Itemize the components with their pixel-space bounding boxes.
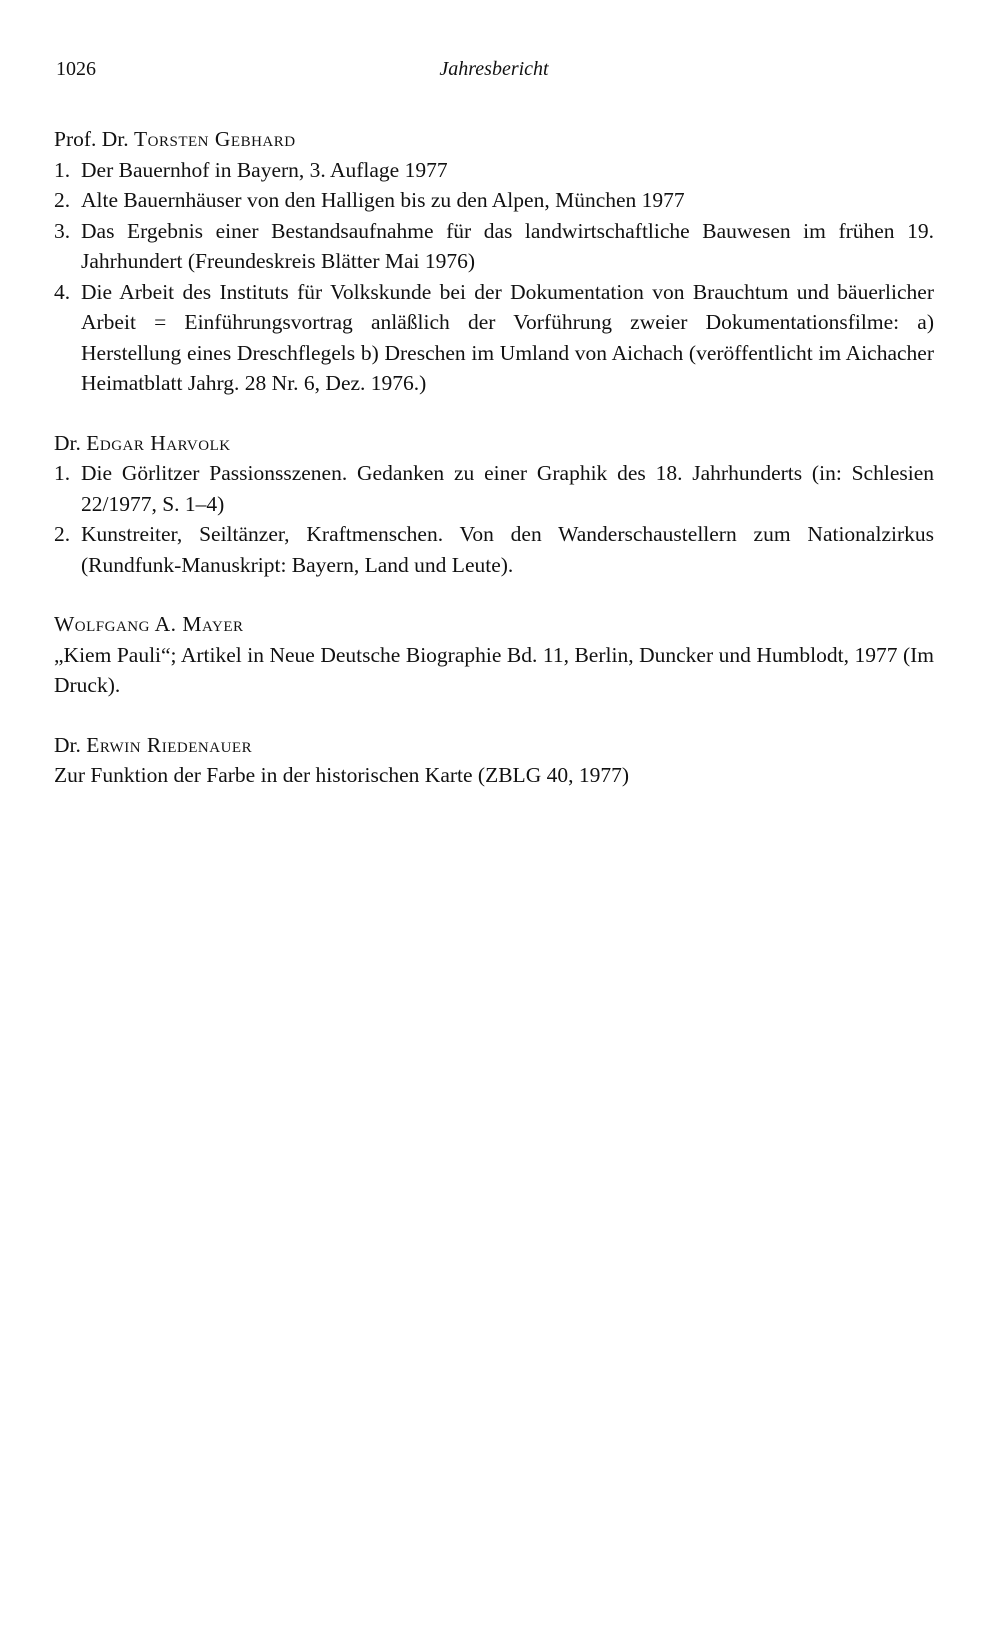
entry-number: 2. [54,522,71,546]
entry-number: 1. [54,461,71,485]
running-header [56,58,932,88]
entry-text: Das Ergebnis einer Bestandsaufnahme für das landwirtschaftliche Bauwesen im frühen 19. Jahrhundert (Freundeskreis Blätter Mai 1976) [81,218,934,273]
publication-entry [54,216,934,277]
author-name: Torsten Gebhard [134,127,296,151]
entry-text: Kunstreiter, Seiltänzer, Kraftmenschen. Von den Wanderschaustellern zum Nationalzirkus (Rundfunk-Manuskript: Bayern, Land und Leute). [81,522,934,577]
author-heading [54,428,934,459]
running-title: Jahresbericht [439,58,549,80]
publication-entry [54,185,934,216]
entry-number: 4. [54,279,71,304]
entry-number: 1. [54,157,71,182]
author-name: Erwin Riedenauer [86,732,253,757]
author-section-mayer [54,609,934,701]
author-prefix: Dr. [54,732,81,757]
entry-text: Die Arbeit des Instituts für Volkskunde bei der Dokumentation von Brauchtum und bäuerlicher Arbeit = Einführungsvortrag anläßlich der Vorführung zweier Dokumentationsfilme: a) Herstellung eines Dreschflegels b) Dreschen im Umland von Aichach (veröffentlicht im Aichacher Heimatblatt Jahrg. 28 Nr. 6, Dez. 1976.) [81,279,934,395]
publication-entry [54,277,934,399]
author-heading [54,609,934,640]
author-section-gebhard [54,124,934,399]
author-name: Edgar Harvolk [86,430,231,455]
page-number: 1026 [56,58,96,80]
publication-entry [54,155,934,186]
author-prefix: Dr. [54,430,81,455]
bibliography-list [54,124,934,820]
entry-number: 2. [54,188,71,212]
entry-number: 3. [54,218,71,243]
publication-entry: „Kiem Pauli“; Artikel in Neue Deutsche Biographie Bd. 11, Berlin, Duncker und Humblodt, 1977 (Im Druck). [54,642,934,697]
author-heading [54,124,934,155]
author-heading [54,730,934,761]
author-prefix: Prof. Dr. [54,127,129,151]
entry-text: Alte Bauernhäuser von den Halligen bis zu den Alpen, München 1977 [81,188,685,212]
author-section-riedenauer [54,730,934,791]
entry-text: Der Bauernhof in Bayern, 3. Auflage 1977 [81,157,448,182]
publication-entry [54,458,934,519]
publication-entry: Zur Funktion der Farbe in der historischen Karte (ZBLG 40, 1977) [54,763,629,787]
author-section-harvolk [54,428,934,581]
author-name: Wolfgang A. Mayer [54,612,244,636]
entry-text: Die Görlitzer Passionsszenen. Gedanken zu einer Graphik des 18. Jahrhunderts (in: Schlesien 22/1977, S. 1–4) [81,461,934,516]
publication-entry [54,519,934,580]
